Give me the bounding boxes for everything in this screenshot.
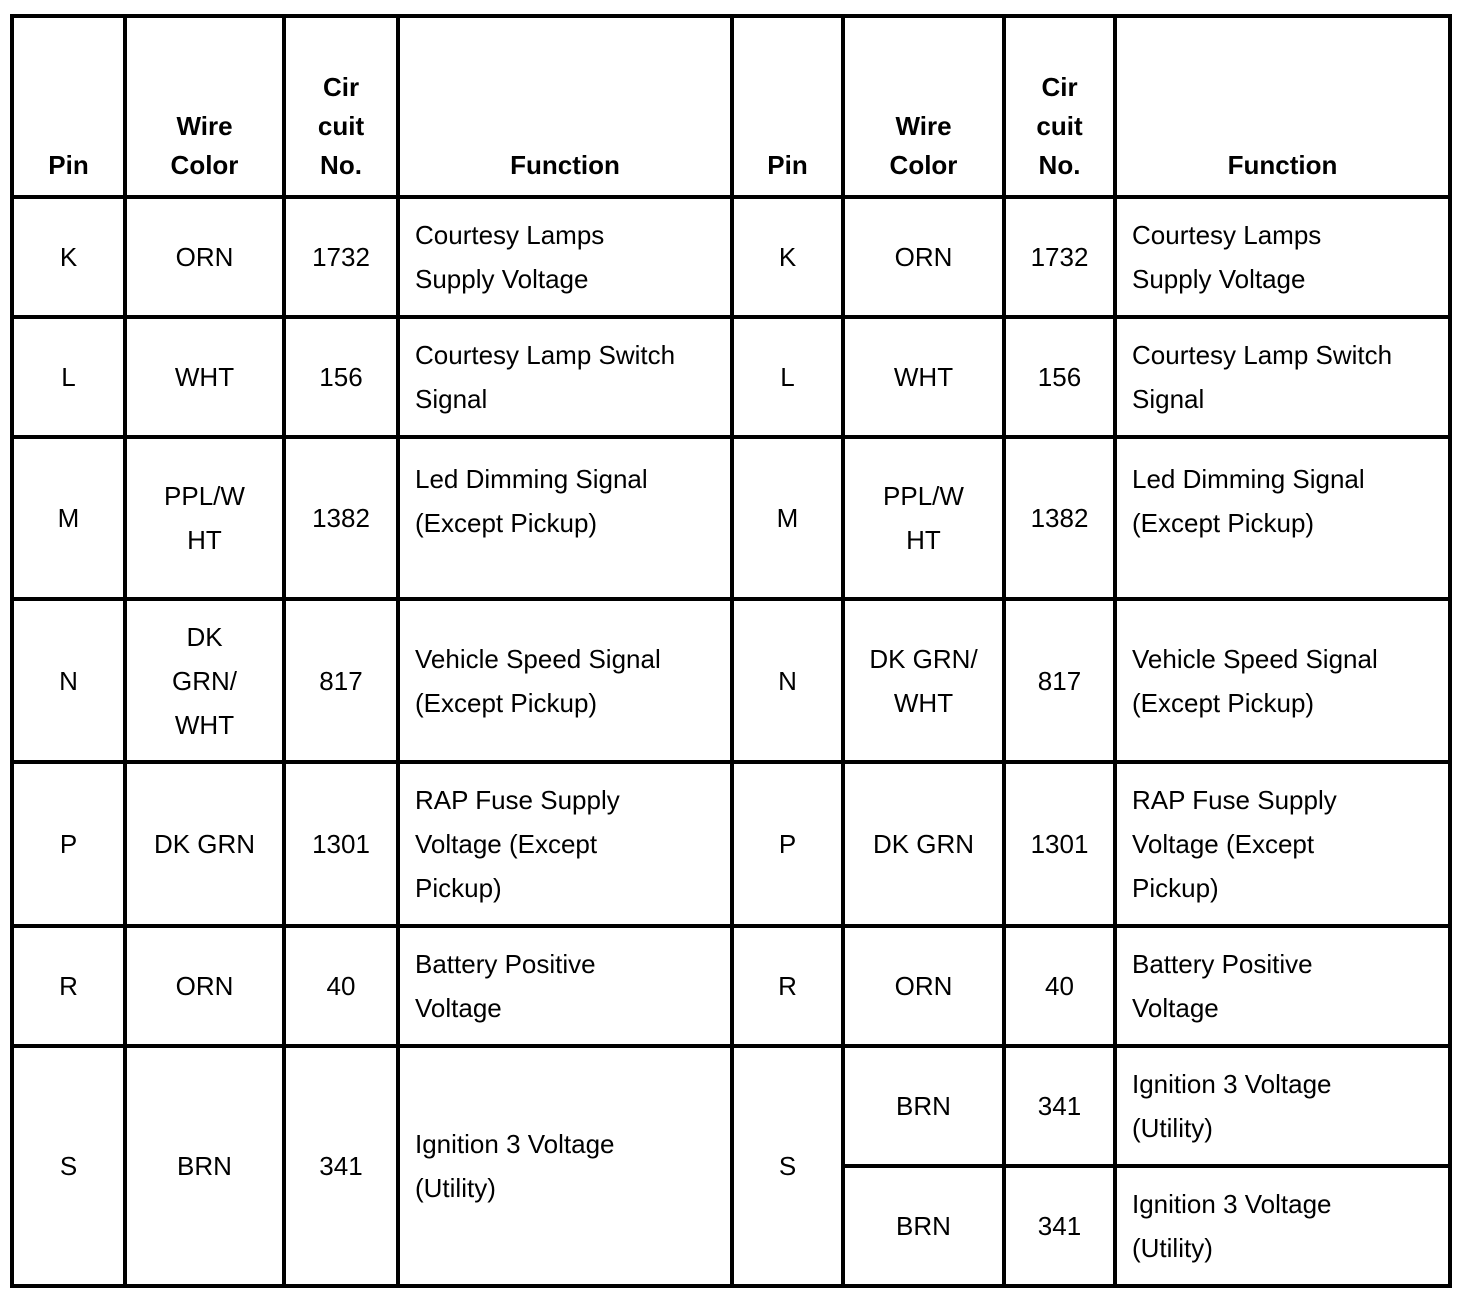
wire-color-cell: WHT <box>843 317 1004 437</box>
table-row <box>12 197 1450 317</box>
circuit-cell: 1301 <box>284 762 398 926</box>
circuit-cell: 341 <box>1004 1166 1115 1286</box>
header-circuit-no: Cir cuit No. <box>1004 16 1115 197</box>
function-text: Ignition 3 Voltage (Utility) <box>1132 1189 1332 1263</box>
function-cell <box>1115 1166 1450 1286</box>
function-cell <box>1115 437 1450 599</box>
pin-cell: S <box>12 1046 125 1286</box>
table-row <box>12 762 1450 926</box>
wire-color-cell: DK GRN/ WHT <box>843 599 1004 762</box>
pin-cell: N <box>12 599 125 762</box>
pin-cell: L <box>12 317 125 437</box>
circuit-cell: 40 <box>284 926 398 1046</box>
function-text: Battery Positive Voltage <box>415 949 596 1023</box>
pin-cell: P <box>12 762 125 926</box>
table-row <box>12 599 1450 762</box>
header-circuit-no: Cir cuit No. <box>284 16 398 197</box>
circuit-cell: 156 <box>1004 317 1115 437</box>
wire-color-cell: ORN <box>843 926 1004 1046</box>
wire-color-cell: BRN <box>843 1046 1004 1166</box>
function-text: RAP Fuse Supply Voltage (Except Pickup) <box>1132 785 1337 903</box>
function-cell <box>1115 926 1450 1046</box>
pin-cell: S <box>732 1046 843 1286</box>
header-function: Function <box>1115 16 1450 197</box>
table-row <box>12 437 1450 599</box>
circuit-cell: 817 <box>284 599 398 762</box>
pin-cell: M <box>732 437 843 599</box>
circuit-cell: 156 <box>284 317 398 437</box>
wire-color-cell: PPL/W HT <box>843 437 1004 599</box>
function-cell <box>1115 317 1450 437</box>
wire-color-cell: PPL/W HT <box>125 437 284 599</box>
header-wire-color: Wire Color <box>125 16 284 197</box>
pin-cell: N <box>732 599 843 762</box>
function-cell <box>398 1046 732 1286</box>
circuit-cell: 341 <box>1004 1046 1115 1166</box>
circuit-cell: 1382 <box>284 437 398 599</box>
header-pin: Pin <box>12 16 125 197</box>
function-cell <box>1115 762 1450 926</box>
wire-color-cell: ORN <box>843 197 1004 317</box>
wire-color-cell: ORN <box>125 926 284 1046</box>
function-text: Vehicle Speed Signal (Except Pickup) <box>1132 643 1378 718</box>
header-wire-color: Wire Color <box>843 16 1004 197</box>
table-row <box>12 317 1450 437</box>
wire-color-cell: BRN <box>125 1046 284 1286</box>
pin-cell: R <box>732 926 843 1046</box>
function-text: Courtesy Lamps Supply Voltage <box>415 220 605 294</box>
function-text: Led Dimming Signal (Except Pickup) <box>1132 464 1365 538</box>
function-text: Courtesy Lamp Switch Signal <box>415 340 676 414</box>
function-text: Courtesy Lamps Supply Voltage <box>1132 220 1322 294</box>
circuit-cell: 1732 <box>1004 197 1115 317</box>
circuit-cell: 341 <box>284 1046 398 1286</box>
pin-cell: R <box>12 926 125 1046</box>
function-text: Ignition 3 Voltage (Utility) <box>415 1129 615 1203</box>
pin-cell: M <box>12 437 125 599</box>
pin-cell: L <box>732 317 843 437</box>
connector-pin-table <box>10 14 1452 1288</box>
wire-color-cell: DK GRN <box>125 762 284 926</box>
function-text: Led Dimming Signal (Except Pickup) <box>415 464 648 538</box>
wire-color-cell: ORN <box>125 197 284 317</box>
function-text: Battery Positive Voltage <box>1132 949 1313 1023</box>
wire-color-cell: BRN <box>843 1166 1004 1286</box>
function-cell <box>1115 1046 1450 1166</box>
wire-color-cell: DK GRN <box>843 762 1004 926</box>
function-cell <box>398 437 732 599</box>
wire-color-cell: DK GRN/ WHT <box>125 599 284 762</box>
circuit-cell: 817 <box>1004 599 1115 762</box>
circuit-cell: 1382 <box>1004 437 1115 599</box>
function-cell <box>398 317 732 437</box>
pin-cell: K <box>732 197 843 317</box>
pin-cell: K <box>12 197 125 317</box>
wire-color-cell: WHT <box>125 317 284 437</box>
function-cell <box>398 599 732 762</box>
table-row <box>12 1046 1450 1166</box>
circuit-cell: 1301 <box>1004 762 1115 926</box>
function-cell <box>1115 599 1450 762</box>
header-pin: Pin <box>732 16 843 197</box>
function-text: Vehicle Speed Signal (Except Pickup) <box>415 643 661 718</box>
function-cell <box>398 762 732 926</box>
function-text: RAP Fuse Supply Voltage (Except Pickup) <box>415 785 620 903</box>
circuit-cell: 40 <box>1004 926 1115 1046</box>
function-cell <box>398 926 732 1046</box>
function-text: Courtesy Lamp Switch Signal <box>1132 340 1393 414</box>
header-function: Function <box>398 16 732 197</box>
pin-cell: P <box>732 762 843 926</box>
table-header-row <box>12 16 1450 197</box>
function-cell <box>1115 197 1450 317</box>
table-row <box>12 926 1450 1046</box>
circuit-cell: 1732 <box>284 197 398 317</box>
function-cell <box>398 197 732 317</box>
function-text: Ignition 3 Voltage (Utility) <box>1132 1069 1332 1143</box>
